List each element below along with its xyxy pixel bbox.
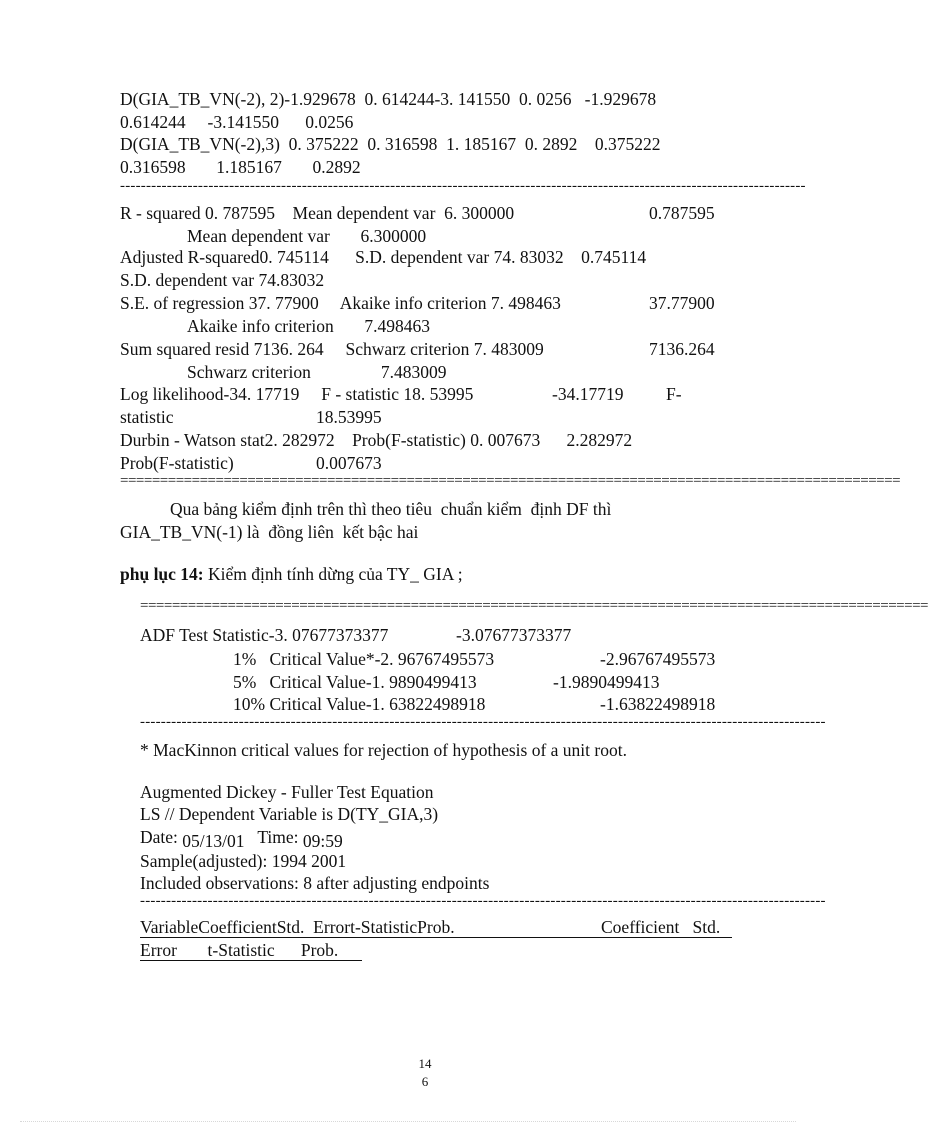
critical-value-5pct-value: -1.9890499413 — [553, 672, 660, 692]
adf-top-separator: =================================================================================================== — [140, 598, 928, 614]
critical-value-1pct-value: -2.96767495573 — [600, 649, 716, 669]
table-header-coefficient: Coefficient Std. — [601, 917, 721, 937]
page-number-top: 14 — [418, 1056, 432, 1071]
se-regression-value: 37.77900 — [649, 293, 715, 313]
adf-dashed-separator: ------------------------------------------------------------------------------------------------------------------------------------ — [140, 714, 826, 730]
table-top-separator: ------------------------------------------------------------------------------------------------------------------------------------ — [140, 893, 826, 909]
equation-title: Augmented Dickey - Fuller Test Equation — [140, 782, 434, 802]
conclusion-line-1: Qua bảng kiểm định trên thì theo tiêu chuẩn kiểm định DF thì — [170, 499, 612, 519]
sum-squared-resid-value: 7136.264 — [649, 339, 715, 359]
sample-line: Sample(adjusted): 1994 2001 — [140, 851, 347, 871]
table-header-row-2: Error t-Statistic Prob. — [140, 940, 362, 961]
f-statistic-label-fragment: F- — [666, 384, 682, 404]
table-header-row-1 — [140, 917, 732, 938]
critical-value-10pct: 10% Critical Value-1. 63822498918 — [233, 694, 486, 714]
conclusion-line-2: GIA_TB_VN(-1) là đồng liên kết bậc hai — [120, 522, 419, 542]
date-label: Date: — [140, 827, 178, 847]
log-likelihood-line: Log likelihood-34. 17719 F - statistic 18. 53995 — [120, 384, 474, 404]
schwarz-line: Schwarz criterion 7.483009 — [187, 362, 447, 382]
dashed-separator: ------------------------------------------------------------------------------------------------------------------------------------ — [120, 178, 806, 194]
statistic-label: statistic — [120, 407, 174, 427]
observations-line: Included observations: 8 after adjusting endpoints — [140, 873, 490, 893]
adf-statistic-label: ADF Test Statistic-3. 07677373377 — [140, 625, 389, 645]
appendix-heading — [120, 563, 463, 585]
sum-squared-resid-line: Sum squared resid 7136. 264 Schwarz criterion 7. 483009 — [120, 339, 544, 359]
mackinnon-note: * MacKinnon critical values for rejection of hypothesis of a unit root. — [140, 740, 627, 760]
r-squared-line: R - squared 0. 787595 Mean dependent var 6. 300000 — [120, 203, 515, 223]
time-value: 09:59 — [302, 831, 343, 851]
appendix-number: phụ lục 14: — [120, 564, 204, 584]
mean-dependent-line: Mean dependent var 6.300000 — [187, 226, 427, 246]
adf-statistic-value: -3.07677373377 — [456, 625, 572, 645]
time-label: Time: — [257, 827, 299, 847]
f-statistic-value: 18.53995 — [316, 407, 382, 427]
se-regression-line: S.E. of regression 37. 77900 Akaike info criterion 7. 498463 — [120, 293, 561, 313]
regression-row-4: 0.316598 1.185167 0.2892 — [120, 157, 361, 177]
log-likelihood-value: -34.17719 — [552, 384, 624, 404]
regression-row-2: 0.614244 -3.141550 0.0256 — [120, 112, 354, 132]
critical-value-5pct: 5% Critical Value-1. 9890499413 — [233, 672, 477, 692]
critical-value-1pct: 1% Critical Value*-2. 96767495573 — [233, 649, 495, 669]
double-separator: ================================================================================================== — [120, 473, 901, 489]
date-time-line — [140, 826, 343, 851]
page-bottom-border — [20, 1121, 796, 1122]
date-value: 05/13/01 — [182, 831, 245, 851]
r-squared-value: 0.787595 — [649, 203, 715, 223]
adjusted-r-squared-line: Adjusted R-squared0. 745114 S.D. dependent var 74. 83032 0.745114 — [120, 247, 647, 267]
regression-row-1: D(GIA_TB_VN(-2), 2)-1.929678 0. 614244-3. 141550 0. 0256 -1.929678 — [120, 89, 657, 109]
durbin-watson-line: Durbin - Watson stat2. 282972 Prob(F-statistic) 0. 007673 2.282972 — [120, 430, 633, 450]
table-header-columns: VariableCoefficientStd. Errort-StatisticProb. — [140, 917, 455, 937]
akaike-line: Akaike info criterion 7.498463 — [187, 316, 431, 336]
regression-row-3: D(GIA_TB_VN(-2),3) 0. 375222 0. 316598 1. 185167 0. 2892 0.375222 — [120, 134, 661, 154]
prob-f-value: 0.007673 — [316, 453, 382, 473]
dependent-variable-line: LS // Dependent Variable is D(TY_GIA,3) — [140, 804, 439, 824]
page-number-bottom: 6 — [421, 1074, 429, 1089]
prob-f-label: Prob(F-statistic) — [120, 453, 234, 473]
sd-dependent-line: S.D. dependent var 74.83032 — [120, 270, 325, 290]
critical-value-10pct-value: -1.63822498918 — [600, 694, 716, 714]
appendix-title: Kiểm định tính dừng của TY_ GIA ; — [203, 564, 463, 584]
